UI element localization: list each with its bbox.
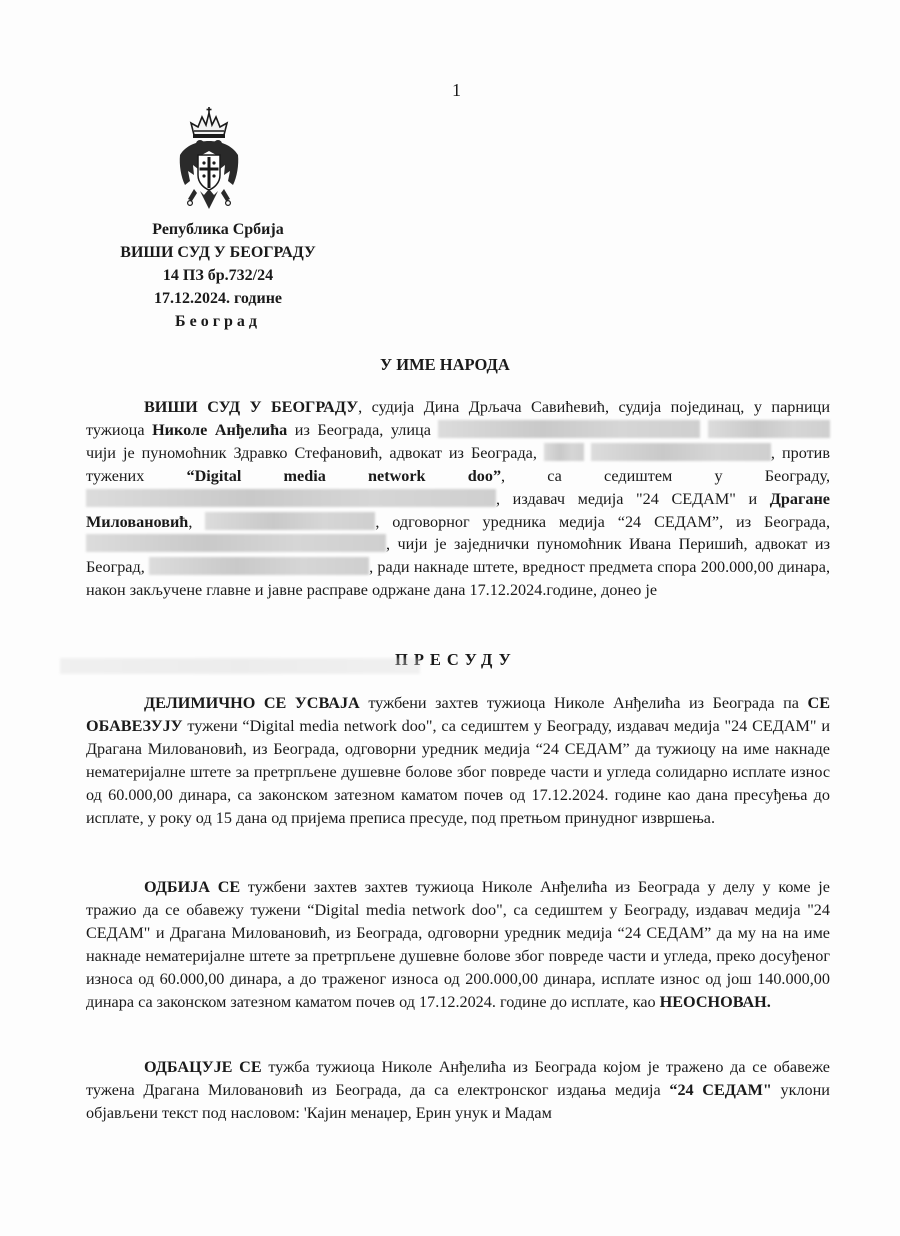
redacted-text (205, 512, 375, 530)
redacted-text (544, 443, 584, 461)
dismissed-label: ОДБАЦУЈЕ СЕ (144, 1058, 262, 1076)
court-header (95, 218, 341, 333)
heading-in-the-name-of-people: У ИМЕ НАРОДА (380, 355, 510, 374)
media-name: “24 СЕДАМ" (669, 1080, 772, 1099)
intro-paragraph: ВИШИ СУД У БЕОГРАДУ, судија Дина Дрљача Савићевић, судија појединац, у парници тужиоца Николе Анђелића из Београда, улица чији је пуномоћник Здравко Стефановић, адвокат из Београда, , против тужених “Digital media network doo”, са седиштем у Београду, , издавач медија "24 СЕДАМ" и Драгане Миловановић, , одговорног уредника медија “24 СЕДАМ”, из Београда, , чији је заједнички пуномоћник Ивана Перишић, адвокат из Београд, , ради накнаде штете, вредност предмета спора 200.000,00 динара, након закључене главне и јавне расправе одржане дана 17.12.2024.године, донео је (86, 398, 831, 600)
redacted-text (708, 420, 830, 438)
partially-granted-label: ДЕЛИМИЧНО СЕ УСВАЈА (144, 694, 360, 712)
court-name: ВИШИ СУД У БЕОГРАДУ (120, 244, 316, 261)
redacted-text (149, 557, 369, 575)
heading-verdict: ПРЕСУДУ (395, 650, 517, 669)
redacted-text (591, 443, 771, 461)
obliged-label: СЕ ОБАВЕЗУЈУ (86, 694, 830, 735)
document-date: 17.12.2024. године (153, 290, 283, 307)
intro-court-name: ВИШИ СУД У БЕОГРАДУ (144, 398, 359, 416)
redacted-text (86, 489, 496, 507)
faint-redaction-strip (60, 658, 420, 674)
editor-name: Драгане Миловановић (86, 489, 830, 531)
redacted-text (438, 420, 700, 438)
unfounded-label: НЕОСНОВАН. (659, 992, 771, 1011)
ruling-paragraph-partially-granted: ДЕЛИМИЧНО СЕ УСВАЈА тужбени захтев тужиоца Николе Анђелића из Београда па СЕ ОБАВЕЗУЈУ тужени “Digital media network doo", са седиштем у Београду, издавач медија "24 СЕДАМ" и Драгана Миловановић, из Београда, одговорни уредник медија “24 СЕДАМ” да тужиоцу на име накнаде нематеријалне штете за претрпљене душевне болове због повреде части и угледа солидарно исплате износ од 60.000,00 динара, са законском затезном каматом почев од 17.12.2024. године као дана пресуђења до исплате, у року од 15 дана од пријема преписа пресуде, под претњом принудног извршења. (86, 694, 830, 827)
redacted-text (86, 534, 386, 552)
document-city: Београд (175, 313, 261, 330)
case-number: 14 ПЗ бр.732/24 (162, 267, 274, 284)
ruling-paragraph-dismissed: ОДБАЦУЈЕ СЕ тужба тужиоца Николе Анђелића из Београда којом је тражено да се обавеже тужена Драгана Миловановић из Београда, да са електронског издања медија “24 СЕДАМ" уклони објављени текст под насловом: 'Кајин менаџер, Ерин унук и Мадам (86, 1058, 830, 1122)
serbian-coat-of-arms-icon (176, 105, 242, 217)
rejected-label: ОДБИЈА СЕ (144, 878, 241, 896)
plaintiff-name: Николе Анђелића (152, 420, 288, 439)
defendant-company: “Digital media network doo” (186, 466, 502, 485)
page-number: 1 (452, 80, 461, 100)
ruling-paragraph-rejected: ОДБИЈА СЕ тужбени захтев захтев тужиоца Николе Анђелића из Београда у делу у коме је тражио да се обавежу тужени “Digital media network doo", са седиштем у Београду, издавач медија "24 СЕДАМ" и Драгана Миловановић, из Београда, одговорни уредник медија “24 СЕДАМ” да му на на име накнаде нематеријалне штете за претрпљене душевне болове због повреде части и угледа, преко досуђеног износа од 60.000,00 динара, а до траженог износа од 200.000,00 динара, исплате износ од још 140.000,00 динара са законском затезном каматом почев од 17.12.2024. године до исплате, као НЕОСНОВАН. (86, 878, 830, 1011)
republic-name: Република Србија (152, 221, 284, 238)
